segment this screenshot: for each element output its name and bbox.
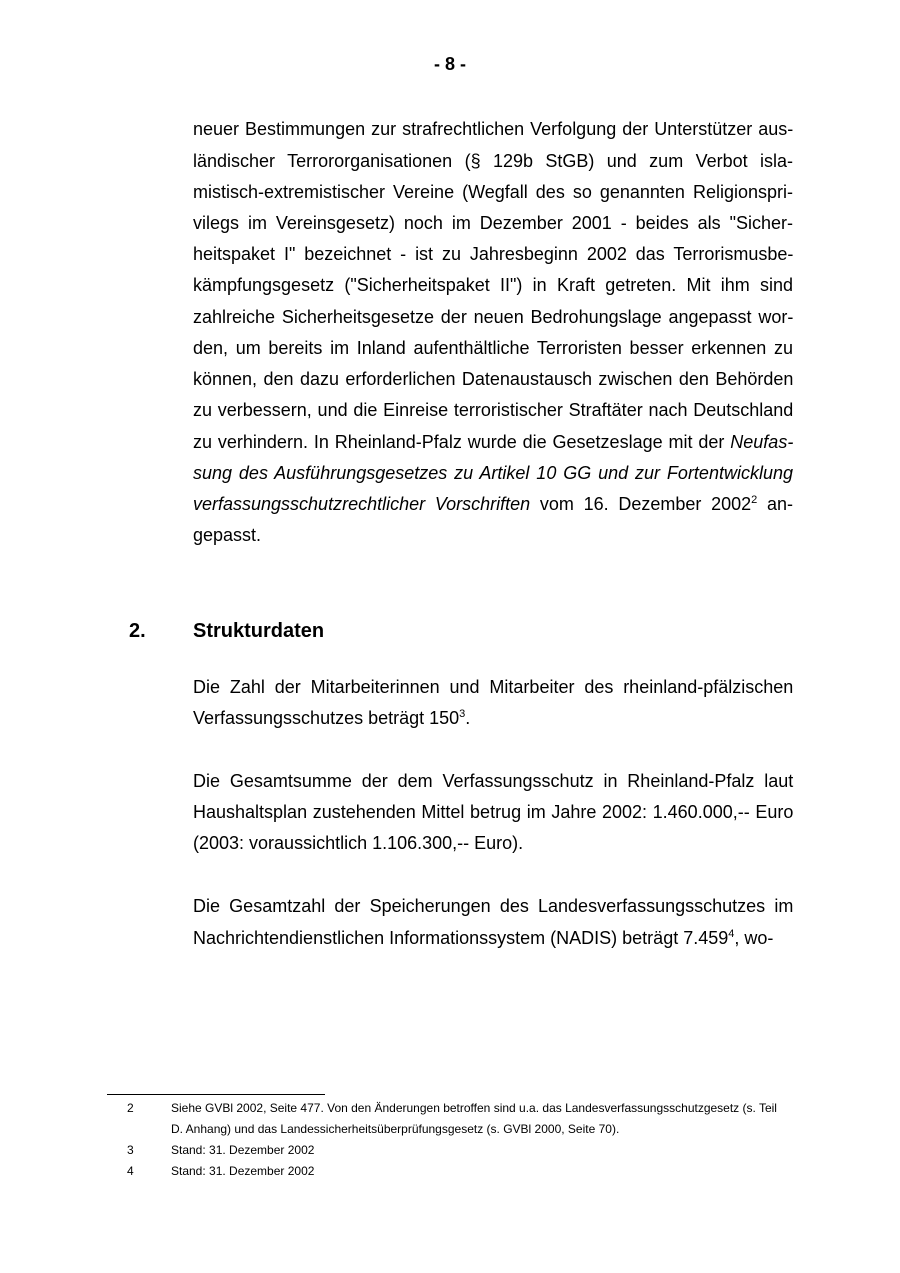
text-line: Die Gesamtzahl der Speicherungen des Landesverfassungsschutzes im xyxy=(193,896,794,916)
text-line: zu verbessern, und die Einreise terroristischer Straftäter nach Deutschland xyxy=(193,400,794,420)
text-line: kämpfungsgesetz ("Sicherheitspaket II") in Kraft getreten. Mit ihm sind xyxy=(193,275,794,295)
text-run: . xyxy=(465,708,471,728)
text-line: den, um bereits im Inland aufenthältliche Terroristen besser erkennen zu xyxy=(193,338,793,358)
footnote-ref-3[interactable]: 3 xyxy=(459,708,466,720)
text-line: können, den dazu erforderlichen Datenaustausch zwischen den Behörden xyxy=(193,369,794,389)
text-line: Die Zahl der Mitarbeiterinnen und Mitarbeiter des rheinland-pfälzischen xyxy=(193,677,794,697)
text-line: Haushaltsplan zustehenden Mittel betrug im Jahre 2002: 1.460.000,-- Euro xyxy=(193,802,794,822)
footnote-text: Siehe GVBl 2002, Seite 477. Von den Änderungen betroffen sind u.a. das Landesverfassungsschutzgesetz (s. Teil xyxy=(171,1101,777,1115)
text-line xyxy=(193,493,793,515)
text-line: Die Gesamtsumme der dem Verfassungsschutz in Rheinland-Pfalz laut xyxy=(193,771,794,791)
footnote-number: 4 xyxy=(127,1164,134,1178)
footnote-ref-4[interactable]: 4 xyxy=(728,928,735,940)
text-line: mistisch-extremistischer Vereine (Wegfall des so genannten Religionspri- xyxy=(193,182,793,202)
text-run: vom 16. Dezember 2002 xyxy=(530,494,752,514)
italic-text-run: verfassungsschutzrechtlicher Vorschriften xyxy=(193,494,531,514)
text-line xyxy=(193,707,793,729)
footnote-ref-2[interactable]: 2 xyxy=(751,494,758,506)
text-line: heitspaket I" bezeichnet - ist zu Jahresbeginn 2002 das Terrorismusbe- xyxy=(193,244,794,264)
text-line xyxy=(193,927,793,949)
text-run: Nachrichtendienstlichen Informationssystem (NADIS) beträgt 7.459 xyxy=(193,928,729,948)
section-number: 2. xyxy=(129,620,146,642)
text-run: , wo- xyxy=(734,928,774,948)
text-line: (2003: voraussichtlich 1.106.300,-- Euro). xyxy=(193,833,524,853)
footnote-number: 3 xyxy=(127,1143,134,1157)
text-run: Verfassungsschutzes beträgt 150 xyxy=(193,708,460,728)
text-line: gepasst. xyxy=(193,525,262,545)
footnote-separator xyxy=(107,1094,325,1095)
footnote-number: 2 xyxy=(127,1101,134,1115)
footnote-text: D. Anhang) und das Landessicherheitsüberprüfungsgesetz (s. GVBl 2000, Seite 70). xyxy=(171,1122,620,1136)
text-line xyxy=(193,431,793,453)
text-run: an- xyxy=(757,494,793,514)
italic-text-run: Neufas- xyxy=(730,432,794,452)
footnote-text: Stand: 31. Dezember 2002 xyxy=(171,1143,315,1157)
text-line: neuer Bestimmungen zur strafrechtlichen Verfolgung der Unterstützer aus- xyxy=(193,119,794,139)
text-run: zu verhindern. In Rheinland-Pfalz wurde die Gesetzeslage mit der xyxy=(193,432,731,452)
text-line: vilegs im Vereinsgesetz) noch im Dezember 2001 - beides als "Sicher- xyxy=(193,213,793,233)
footnote-text: Stand: 31. Dezember 2002 xyxy=(171,1164,315,1178)
page-number: - 8 - xyxy=(433,54,466,74)
section-title: Strukturdaten xyxy=(193,620,325,642)
italic-text-line: sung des Ausführungsgesetzes zu Artikel 10 GG und zur Fortentwicklung xyxy=(193,463,793,483)
text-line: ländischer Terrororganisationen (§ 129b StGB) und zum Verbot isla- xyxy=(193,151,793,171)
text-line: zahlreiche Sicherheitsgesetze der neuen Bedrohungslage angepasst wor- xyxy=(193,307,794,327)
